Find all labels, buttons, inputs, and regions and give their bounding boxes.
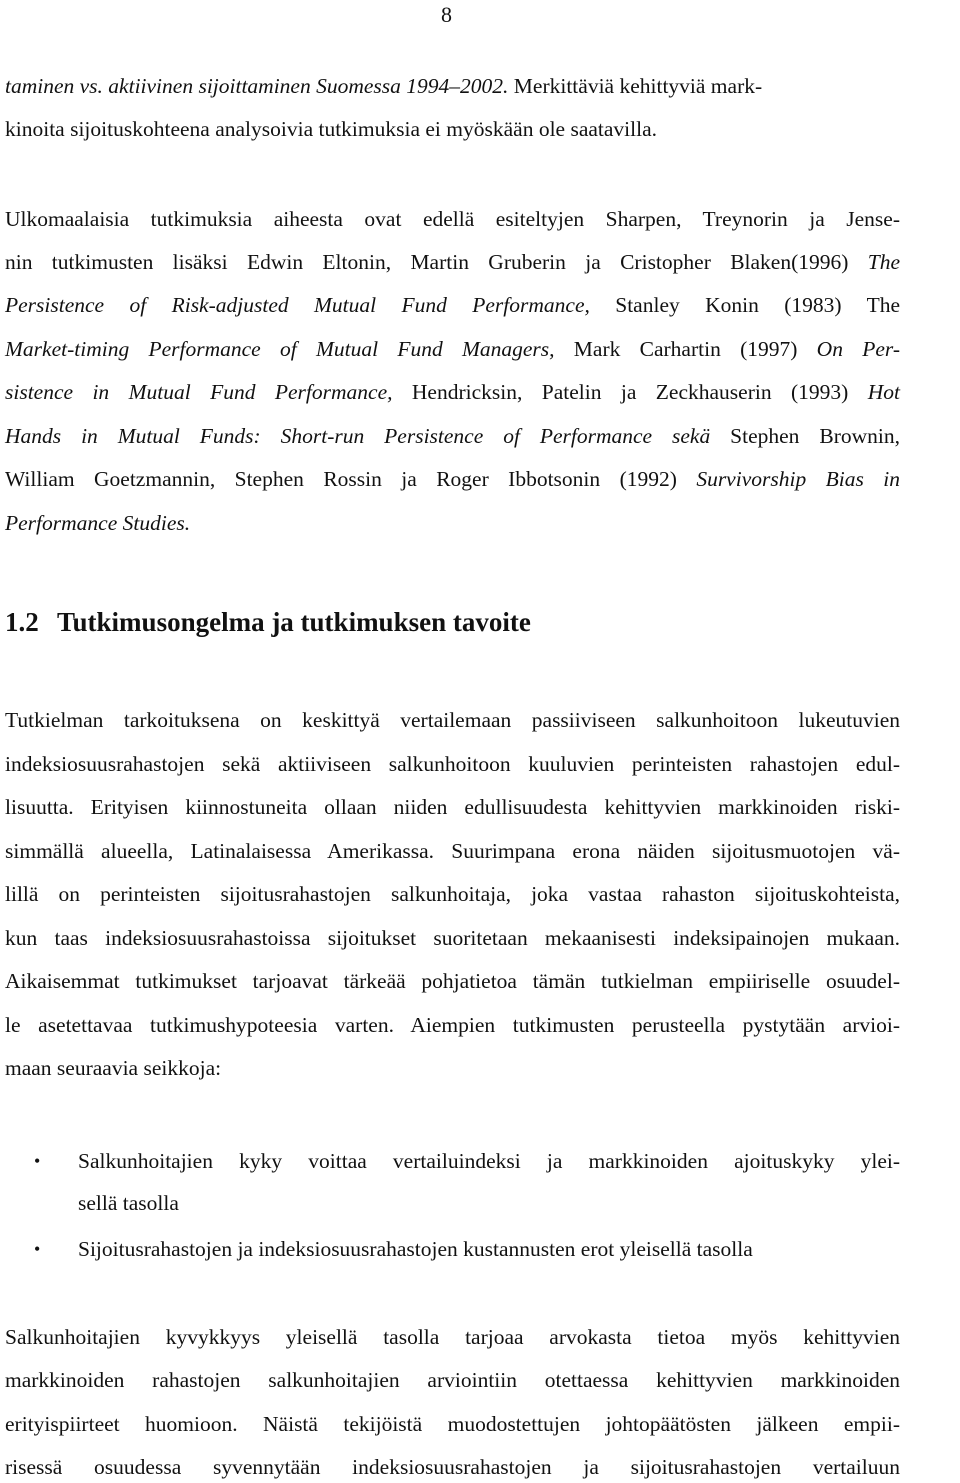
intro-italic-text: taminen vs. aktiivinen sijoittaminen Suomessa 1994–2002. xyxy=(5,74,509,98)
text-span: Hendricksin, Patelin ja Zeckhauserin (1993) xyxy=(392,380,868,404)
section-heading xyxy=(5,606,531,638)
text-span: Stanley Konin (1983) The xyxy=(589,293,900,317)
italic-title: Survivorship Bias in xyxy=(696,467,900,491)
text-span: Mark Carhartin (1997) xyxy=(554,337,817,361)
para1-line: lillä on perinteisten sijoitusrahastojen salkunhoitaja, joka vastaa rahaston sijoituskohteista, xyxy=(5,882,900,906)
intro-text: Merkittäviä kehittyviä mark- xyxy=(508,74,763,98)
page-number: 8 xyxy=(441,2,452,27)
para2-line: erityispiirteet huomioon. Näistä tekijöistä muodostettujen johtopäätösten jälkeen empii- xyxy=(5,1412,900,1436)
foreign-line-8 xyxy=(5,510,190,536)
para1-line: simmällä alueella, Latinalaisessa Amerikassa. Suurimpana erona näiden sijoitusmuotojen vä- xyxy=(5,839,900,863)
text-span: nin tutkimusten lisäksi Edwin Eltonin, Martin Gruberin ja Cristopher Blaken(1996) xyxy=(5,250,868,274)
foreign-line-4 xyxy=(5,336,900,362)
italic-title: Hot xyxy=(867,380,900,404)
italic-title: sistence in Mutual Fund Performance, xyxy=(5,380,393,404)
text-span: William Goetzmannin, Stephen Rossin ja Roger Ibbotsonin (1992) xyxy=(5,467,697,491)
para1-line: le asetettavaa tutkimushypoteesia varten. Aiempien tutkimusten perusteella pystytään arvioi- xyxy=(5,1013,900,1037)
para1-line: maan seuraavia seikkoja: xyxy=(5,1056,222,1080)
foreign-line-7 xyxy=(5,466,900,492)
para2-line: risessä osuudessa syvennytään indeksiosuusrahastojen ja sijoitusrahastojen vertailuun xyxy=(5,1455,900,1479)
intro-line-2: kinoita sijoituskohteena analysoivia tutkimuksia ei myöskään ole saatavilla. xyxy=(5,117,658,141)
bullet-item-line: Sijoitusrahastojen ja indeksiosuusrahastojen kustannusten erot yleisellä tasolla xyxy=(78,1237,753,1261)
section-title: Tutkimusongelma ja tutkimuksen tavoite xyxy=(57,607,531,637)
bullet-item-line: Salkunhoitajien kyky voittaa vertailuindeksi ja markkinoiden ajoituskyky ylei- xyxy=(78,1149,900,1173)
bullet-item-line: sellä tasolla xyxy=(78,1191,179,1215)
foreign-line-3 xyxy=(5,292,900,318)
foreign-line-2 xyxy=(5,249,900,275)
bullet-icon: • xyxy=(34,1151,41,1171)
para1-line: Tutkielman tarkoituksena on keskittyä vertailemaan passiiviseen salkunhoitoon lukeutuvien xyxy=(5,708,900,732)
text-span: Stephen Brownin, xyxy=(710,424,900,448)
para2-line: Salkunhoitajien kyvykkyys yleisellä tasolla tarjoaa arvokasta tietoa myös kehittyvien xyxy=(5,1325,900,1349)
para1-line: kun taas indeksiosuusrahastoissa sijoitukset suoritetaan mekaanisesti indeksipainojen mukaan. xyxy=(5,926,900,950)
bullet-icon: • xyxy=(34,1239,41,1259)
foreign-line-1: Ulkomaalaisia tutkimuksia aiheesta ovat edellä esiteltyjen Sharpen, Treynorin ja Jense- xyxy=(5,207,900,231)
italic-title: The xyxy=(867,250,900,274)
section-number: 1.2 xyxy=(5,607,39,637)
italic-title: Market-timing Performance of Mutual Fund Managers, xyxy=(5,337,555,361)
foreign-line-6 xyxy=(5,423,900,449)
foreign-line-5 xyxy=(5,379,900,405)
intro-line-1 xyxy=(5,73,762,99)
italic-title: Hands in Mutual Funds: Short-run Persistence of Performance sekä xyxy=(5,424,711,448)
para1-line: indeksiosuusrahastojen sekä aktiiviseen salkunhoitoon kuuluvien perinteisten rahastojen edul- xyxy=(5,752,900,776)
para1-line: lisuutta. Erityisen kiinnostuneita ollaan niiden edullisuudesta kehittyvien markkinoiden riski- xyxy=(5,795,900,819)
italic-title: Performance Studies. xyxy=(5,511,191,535)
italic-title: On Per- xyxy=(816,337,900,361)
para1-line: Aikaisemmat tutkimukset tarjoavat tärkeää pohjatietoa tämän tutkielman empiiriselle osuudel- xyxy=(5,969,900,993)
para2-line: markkinoiden rahastojen salkunhoitajien arviointiin otettaessa kehittyvien markkinoiden xyxy=(5,1368,900,1392)
italic-title: Persistence of Risk-adjusted Mutual Fund Performance, xyxy=(5,293,590,317)
